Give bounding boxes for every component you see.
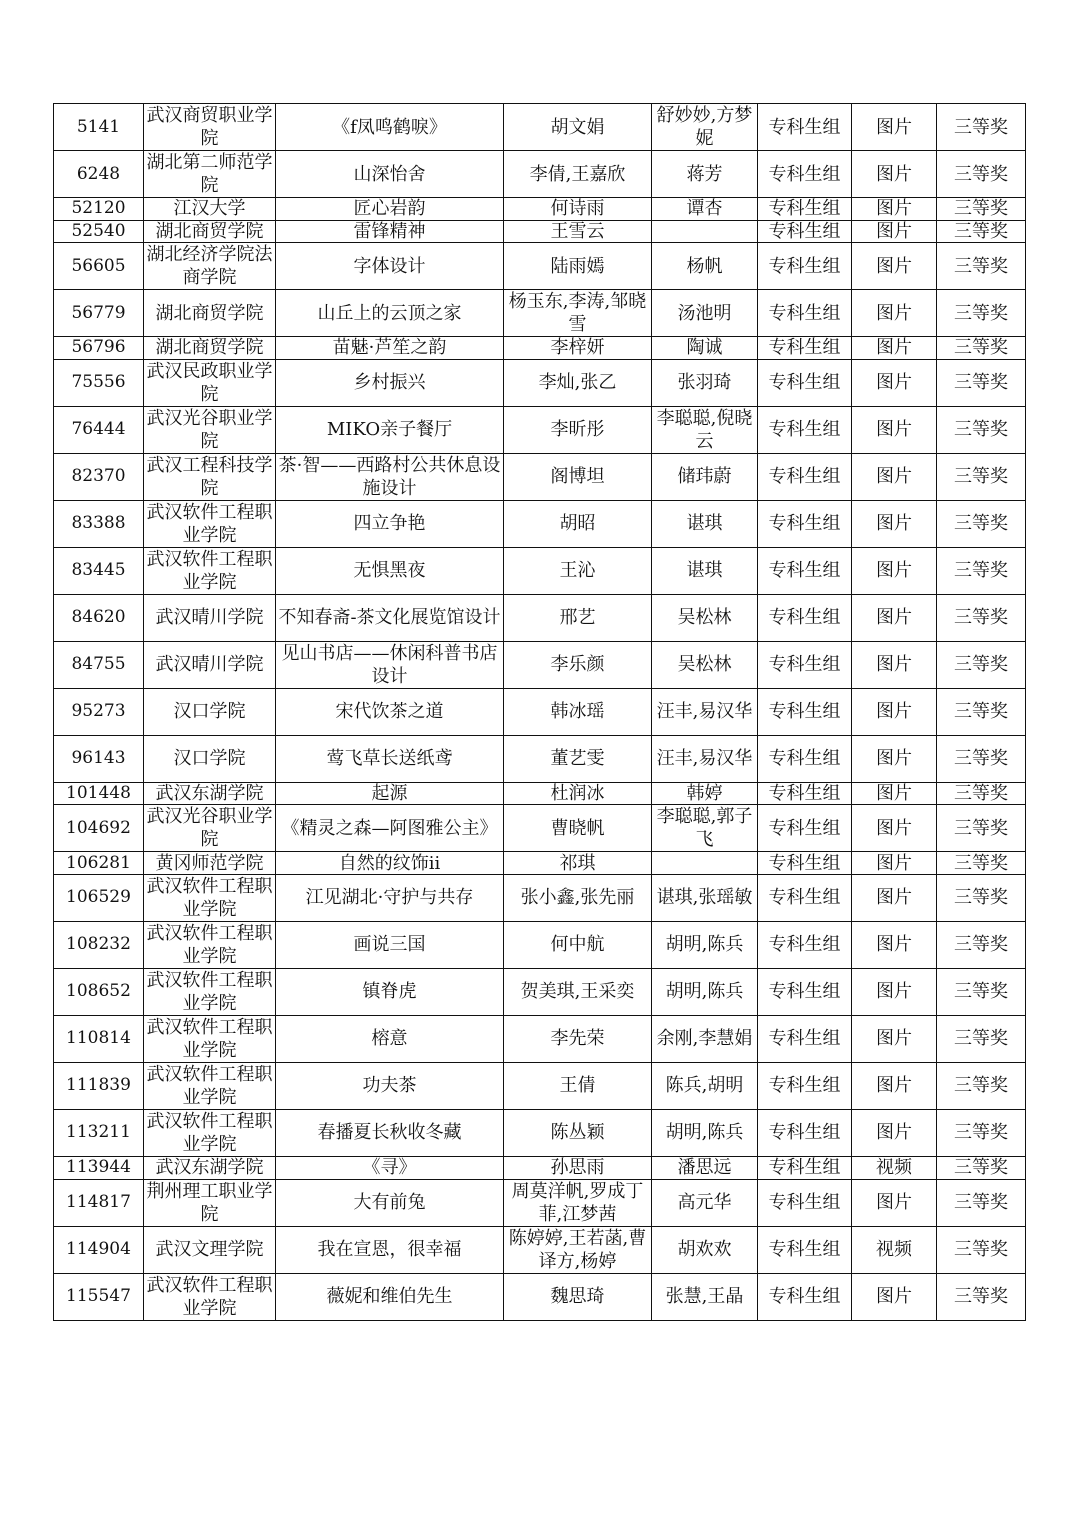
- entry-id-cell: 113211: [54, 1109, 144, 1156]
- school-cell: 武汉东湖学院: [144, 1156, 276, 1179]
- advisors-cell: 汪丰,易汉华: [652, 735, 758, 782]
- entry-id-cell: 84755: [54, 641, 144, 688]
- table-row: [54, 359, 1026, 406]
- table-row: [54, 406, 1026, 453]
- award-cell: 三等奖: [937, 1062, 1026, 1109]
- group-cell: 专科生组: [758, 921, 852, 968]
- advisors-cell: 吴松林: [652, 641, 758, 688]
- group-cell: 专科生组: [758, 453, 852, 500]
- group-cell: 专科生组: [758, 337, 852, 360]
- advisors-cell: 陶诚: [652, 337, 758, 360]
- advisors-cell: 吴松林: [652, 594, 758, 641]
- award-cell: 三等奖: [937, 1156, 1026, 1179]
- authors-cell: 阁博坦: [504, 453, 652, 500]
- table-row: [54, 198, 1026, 221]
- award-cell: 三等奖: [937, 1226, 1026, 1273]
- authors-cell: 曹晓帆: [504, 805, 652, 852]
- award-cell: 三等奖: [937, 1179, 1026, 1226]
- category-cell: 图片: [852, 243, 937, 290]
- award-cell: 三等奖: [937, 290, 1026, 337]
- authors-cell: 周莫洋帆,罗成丁菲,江梦茜: [504, 1179, 652, 1226]
- authors-cell: 李乐颜: [504, 641, 652, 688]
- work-title-cell: 见山书店——休闲科普书店设计: [276, 641, 504, 688]
- advisors-cell: 潘思远: [652, 1156, 758, 1179]
- advisors-cell: [652, 852, 758, 875]
- award-cell: 三等奖: [937, 968, 1026, 1015]
- entry-id-cell: 108232: [54, 921, 144, 968]
- category-cell: 图片: [852, 921, 937, 968]
- group-cell: 专科生组: [758, 243, 852, 290]
- table-row: [54, 290, 1026, 337]
- work-title-cell: 《f凤鸣鹤唳》: [276, 104, 504, 151]
- work-title-cell: 乡村振兴: [276, 359, 504, 406]
- category-cell: 图片: [852, 151, 937, 198]
- authors-cell: 李梓妍: [504, 337, 652, 360]
- table-row: [54, 104, 1026, 151]
- work-title-cell: 镇脊虎: [276, 968, 504, 1015]
- entry-id-cell: 5141: [54, 104, 144, 151]
- category-cell: 图片: [852, 198, 937, 221]
- group-cell: 专科生组: [758, 874, 852, 921]
- category-cell: 图片: [852, 688, 937, 735]
- category-cell: 图片: [852, 594, 937, 641]
- entry-id-cell: 106529: [54, 874, 144, 921]
- group-cell: 专科生组: [758, 151, 852, 198]
- table-row: [54, 874, 1026, 921]
- group-cell: 专科生组: [758, 547, 852, 594]
- award-cell: 三等奖: [937, 104, 1026, 151]
- work-title-cell: 山丘上的云顶之家: [276, 290, 504, 337]
- advisors-cell: 舒妙妙,方梦妮: [652, 104, 758, 151]
- work-title-cell: 莺飞草长送纸鸢: [276, 735, 504, 782]
- authors-cell: 李先荣: [504, 1015, 652, 1062]
- table-row: [54, 782, 1026, 805]
- work-title-cell: 大有前兔: [276, 1179, 504, 1226]
- advisors-cell: 陈兵,胡明: [652, 1062, 758, 1109]
- award-cell: 三等奖: [937, 782, 1026, 805]
- category-cell: 图片: [852, 782, 937, 805]
- authors-cell: 李灿,张乙: [504, 359, 652, 406]
- award-cell: 三等奖: [937, 220, 1026, 243]
- authors-cell: 陈丛颖: [504, 1109, 652, 1156]
- school-cell: 湖北第二师范学院: [144, 151, 276, 198]
- work-title-cell: 《精灵之森—阿图雅公主》: [276, 805, 504, 852]
- group-cell: 专科生组: [758, 688, 852, 735]
- group-cell: 专科生组: [758, 1015, 852, 1062]
- award-cell: 三等奖: [937, 921, 1026, 968]
- group-cell: 专科生组: [758, 1273, 852, 1320]
- category-cell: 图片: [852, 1273, 937, 1320]
- work-title-cell: 雷锋精神: [276, 220, 504, 243]
- group-cell: 专科生组: [758, 406, 852, 453]
- award-cell: 三等奖: [937, 547, 1026, 594]
- authors-cell: 陈婷婷,王若菡,曹译方,杨婷: [504, 1226, 652, 1273]
- authors-cell: 王沁: [504, 547, 652, 594]
- advisors-cell: 李聪聪,郭子飞: [652, 805, 758, 852]
- award-cell: 三等奖: [937, 641, 1026, 688]
- school-cell: 武汉文理学院: [144, 1226, 276, 1273]
- school-cell: 汉口学院: [144, 735, 276, 782]
- authors-cell: 董艺雯: [504, 735, 652, 782]
- group-cell: 专科生组: [758, 1109, 852, 1156]
- category-cell: 图片: [852, 406, 937, 453]
- table-body: [54, 104, 1026, 1321]
- group-cell: 专科生组: [758, 198, 852, 221]
- advisors-cell: 汪丰,易汉华: [652, 688, 758, 735]
- category-cell: 图片: [852, 337, 937, 360]
- award-cell: 三等奖: [937, 337, 1026, 360]
- category-cell: 图片: [852, 104, 937, 151]
- group-cell: 专科生组: [758, 735, 852, 782]
- advisors-cell: 余刚,李慧娟: [652, 1015, 758, 1062]
- table-row: [54, 1015, 1026, 1062]
- group-cell: 专科生组: [758, 220, 852, 243]
- advisors-cell: 汤池明: [652, 290, 758, 337]
- advisors-cell: 胡欢欢: [652, 1226, 758, 1273]
- award-cell: 三等奖: [937, 688, 1026, 735]
- table-row: [54, 1273, 1026, 1320]
- advisors-cell: 谌琪: [652, 500, 758, 547]
- entry-id-cell: 82370: [54, 453, 144, 500]
- table-row: [54, 1156, 1026, 1179]
- authors-cell: 孙思雨: [504, 1156, 652, 1179]
- advisors-cell: 蒋芳: [652, 151, 758, 198]
- entry-id-cell: 106281: [54, 852, 144, 875]
- work-title-cell: 起源: [276, 782, 504, 805]
- school-cell: 武汉软件工程职业学院: [144, 1273, 276, 1320]
- award-cell: 三等奖: [937, 198, 1026, 221]
- school-cell: 湖北商贸学院: [144, 220, 276, 243]
- table-row: [54, 500, 1026, 547]
- table-row: [54, 921, 1026, 968]
- work-title-cell: 春播夏长秋收冬藏: [276, 1109, 504, 1156]
- advisors-cell: 李聪聪,倪晓云: [652, 406, 758, 453]
- entry-id-cell: 52540: [54, 220, 144, 243]
- entry-id-cell: 114817: [54, 1179, 144, 1226]
- authors-cell: 张小鑫,张先丽: [504, 874, 652, 921]
- authors-cell: 祁琪: [504, 852, 652, 875]
- work-title-cell: MIKO亲子餐厅: [276, 406, 504, 453]
- category-cell: 图片: [852, 1179, 937, 1226]
- advisors-cell: 储玮蔚: [652, 453, 758, 500]
- authors-cell: 何中航: [504, 921, 652, 968]
- group-cell: 专科生组: [758, 782, 852, 805]
- school-cell: 黄冈师范学院: [144, 852, 276, 875]
- entry-id-cell: 108652: [54, 968, 144, 1015]
- award-cell: 三等奖: [937, 874, 1026, 921]
- authors-cell: 贺美琪,王采奕: [504, 968, 652, 1015]
- table-row: [54, 1179, 1026, 1226]
- group-cell: 专科生组: [758, 1062, 852, 1109]
- group-cell: 专科生组: [758, 359, 852, 406]
- school-cell: 武汉软件工程职业学院: [144, 1062, 276, 1109]
- group-cell: 专科生组: [758, 852, 852, 875]
- school-cell: 武汉晴川学院: [144, 641, 276, 688]
- award-cell: 三等奖: [937, 594, 1026, 641]
- work-title-cell: 不知春斋-茶文化展览馆设计: [276, 594, 504, 641]
- advisors-cell: 胡明,陈兵: [652, 921, 758, 968]
- authors-cell: 魏思琦: [504, 1273, 652, 1320]
- group-cell: 专科生组: [758, 968, 852, 1015]
- work-title-cell: 四立争艳: [276, 500, 504, 547]
- work-title-cell: 匠心岩韵: [276, 198, 504, 221]
- awards-table: [53, 103, 1026, 1321]
- award-cell: 三等奖: [937, 852, 1026, 875]
- advisors-cell: 高元华: [652, 1179, 758, 1226]
- category-cell: 视频: [852, 1156, 937, 1179]
- category-cell: 图片: [852, 220, 937, 243]
- school-cell: 武汉软件工程职业学院: [144, 500, 276, 547]
- advisors-cell: 谌琪,张瑶敏: [652, 874, 758, 921]
- category-cell: 图片: [852, 805, 937, 852]
- authors-cell: 何诗雨: [504, 198, 652, 221]
- table-row: [54, 852, 1026, 875]
- table-row: [54, 1226, 1026, 1273]
- advisors-cell: 谌琪: [652, 547, 758, 594]
- entry-id-cell: 95273: [54, 688, 144, 735]
- table-row: [54, 453, 1026, 500]
- category-cell: 图片: [852, 852, 937, 875]
- work-title-cell: 江见湖北·守护与共存: [276, 874, 504, 921]
- table-row: [54, 594, 1026, 641]
- award-cell: 三等奖: [937, 406, 1026, 453]
- authors-cell: 杜润冰: [504, 782, 652, 805]
- school-cell: 武汉软件工程职业学院: [144, 547, 276, 594]
- award-cell: 三等奖: [937, 359, 1026, 406]
- school-cell: 武汉商贸职业学院: [144, 104, 276, 151]
- award-cell: 三等奖: [937, 500, 1026, 547]
- school-cell: 武汉软件工程职业学院: [144, 874, 276, 921]
- authors-cell: 胡昭: [504, 500, 652, 547]
- authors-cell: 李倩,王嘉欣: [504, 151, 652, 198]
- school-cell: 汉口学院: [144, 688, 276, 735]
- work-title-cell: 自然的纹饰ii: [276, 852, 504, 875]
- work-title-cell: 苗魅·芦笙之韵: [276, 337, 504, 360]
- category-cell: 图片: [852, 1062, 937, 1109]
- category-cell: 图片: [852, 1015, 937, 1062]
- school-cell: 武汉软件工程职业学院: [144, 968, 276, 1015]
- entry-id-cell: 115547: [54, 1273, 144, 1320]
- authors-cell: 胡文娟: [504, 104, 652, 151]
- work-title-cell: 薇妮和维伯先生: [276, 1273, 504, 1320]
- award-cell: 三等奖: [937, 735, 1026, 782]
- table-row: [54, 243, 1026, 290]
- table-row: [54, 547, 1026, 594]
- award-cell: 三等奖: [937, 453, 1026, 500]
- authors-cell: 陆雨嫣: [504, 243, 652, 290]
- work-title-cell: 无惧黑夜: [276, 547, 504, 594]
- group-cell: 专科生组: [758, 805, 852, 852]
- category-cell: 图片: [852, 968, 937, 1015]
- entry-id-cell: 6248: [54, 151, 144, 198]
- group-cell: 专科生组: [758, 641, 852, 688]
- category-cell: 图片: [852, 500, 937, 547]
- school-cell: 武汉工程科技学院: [144, 453, 276, 500]
- advisors-cell: [652, 220, 758, 243]
- work-title-cell: 山深怡舍: [276, 151, 504, 198]
- table-row: [54, 151, 1026, 198]
- entry-id-cell: 96143: [54, 735, 144, 782]
- school-cell: 武汉东湖学院: [144, 782, 276, 805]
- school-cell: 武汉软件工程职业学院: [144, 1015, 276, 1062]
- group-cell: 专科生组: [758, 500, 852, 547]
- work-title-cell: 字体设计: [276, 243, 504, 290]
- advisors-cell: 韩婷: [652, 782, 758, 805]
- group-cell: 专科生组: [758, 104, 852, 151]
- category-cell: 图片: [852, 641, 937, 688]
- table-row: [54, 688, 1026, 735]
- category-cell: 图片: [852, 290, 937, 337]
- school-cell: 武汉民政职业学院: [144, 359, 276, 406]
- table-row: [54, 641, 1026, 688]
- work-title-cell: 茶·智——西路村公共休息设施设计: [276, 453, 504, 500]
- school-cell: 湖北经济学院法商学院: [144, 243, 276, 290]
- entry-id-cell: 83445: [54, 547, 144, 594]
- authors-cell: 杨玉东,李涛,邹晓雪: [504, 290, 652, 337]
- school-cell: 武汉光谷职业学院: [144, 406, 276, 453]
- award-cell: 三等奖: [937, 1015, 1026, 1062]
- work-title-cell: 功夫茶: [276, 1062, 504, 1109]
- table-row: [54, 337, 1026, 360]
- category-cell: 图片: [852, 453, 937, 500]
- work-title-cell: 《寻》: [276, 1156, 504, 1179]
- authors-cell: 邢艺: [504, 594, 652, 641]
- authors-cell: 韩冰瑶: [504, 688, 652, 735]
- advisors-cell: 胡明,陈兵: [652, 1109, 758, 1156]
- group-cell: 专科生组: [758, 1226, 852, 1273]
- entry-id-cell: 75556: [54, 359, 144, 406]
- authors-cell: 王雪云: [504, 220, 652, 243]
- school-cell: 武汉软件工程职业学院: [144, 1109, 276, 1156]
- group-cell: 专科生组: [758, 290, 852, 337]
- entry-id-cell: 101448: [54, 782, 144, 805]
- category-cell: 图片: [852, 874, 937, 921]
- entry-id-cell: 104692: [54, 805, 144, 852]
- table-row: [54, 805, 1026, 852]
- work-title-cell: 榕意: [276, 1015, 504, 1062]
- advisors-cell: 张慧,王晶: [652, 1273, 758, 1320]
- school-cell: 荆州理工职业学院: [144, 1179, 276, 1226]
- school-cell: 武汉光谷职业学院: [144, 805, 276, 852]
- group-cell: 专科生组: [758, 1179, 852, 1226]
- table-row: [54, 1109, 1026, 1156]
- advisors-cell: 胡明,陈兵: [652, 968, 758, 1015]
- school-cell: 武汉晴川学院: [144, 594, 276, 641]
- work-title-cell: 宋代饮茶之道: [276, 688, 504, 735]
- entry-id-cell: 111839: [54, 1062, 144, 1109]
- school-cell: 湖北商贸学院: [144, 337, 276, 360]
- entry-id-cell: 56796: [54, 337, 144, 360]
- advisors-cell: 谭杏: [652, 198, 758, 221]
- group-cell: 专科生组: [758, 1156, 852, 1179]
- entry-id-cell: 84620: [54, 594, 144, 641]
- entry-id-cell: 76444: [54, 406, 144, 453]
- school-cell: 江汉大学: [144, 198, 276, 221]
- school-cell: 湖北商贸学院: [144, 290, 276, 337]
- category-cell: 图片: [852, 735, 937, 782]
- entry-id-cell: 56605: [54, 243, 144, 290]
- advisors-cell: 张羽琦: [652, 359, 758, 406]
- school-cell: 武汉软件工程职业学院: [144, 921, 276, 968]
- category-cell: 图片: [852, 359, 937, 406]
- category-cell: 图片: [852, 1109, 937, 1156]
- entry-id-cell: 83388: [54, 500, 144, 547]
- award-cell: 三等奖: [937, 1109, 1026, 1156]
- award-cell: 三等奖: [937, 805, 1026, 852]
- advisors-cell: 杨帆: [652, 243, 758, 290]
- table-row: [54, 1062, 1026, 1109]
- work-title-cell: 我在宣恩，很幸福: [276, 1226, 504, 1273]
- authors-cell: 李昕彤: [504, 406, 652, 453]
- entry-id-cell: 56779: [54, 290, 144, 337]
- table-row: [54, 735, 1026, 782]
- group-cell: 专科生组: [758, 594, 852, 641]
- category-cell: 图片: [852, 547, 937, 594]
- authors-cell: 王倩: [504, 1062, 652, 1109]
- award-cell: 三等奖: [937, 151, 1026, 198]
- award-cell: 三等奖: [937, 1273, 1026, 1320]
- category-cell: 视频: [852, 1226, 937, 1273]
- entry-id-cell: 110814: [54, 1015, 144, 1062]
- entry-id-cell: 52120: [54, 198, 144, 221]
- entry-id-cell: 113944: [54, 1156, 144, 1179]
- work-title-cell: 画说三国: [276, 921, 504, 968]
- entry-id-cell: 114904: [54, 1226, 144, 1273]
- table-row: [54, 220, 1026, 243]
- table-row: [54, 968, 1026, 1015]
- award-cell: 三等奖: [937, 243, 1026, 290]
